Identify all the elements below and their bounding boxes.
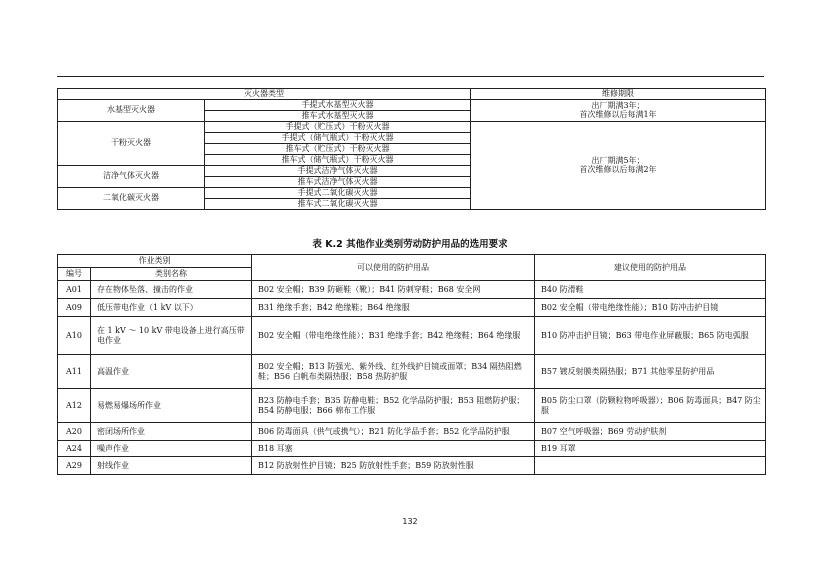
row-code: A12	[58, 389, 91, 423]
table-caption: 表 K.2 其他作业类别劳动防护用品的选用要求	[312, 239, 508, 250]
row-recommended: B40 防滑鞋	[535, 281, 766, 299]
row-usable: B02 安全帽（带电绝缘性能）；B31 绝缘手套；B42 绝缘鞋；B64 绝缘服	[252, 317, 535, 355]
header-extinguisher-type: 灭火器类型	[58, 89, 471, 100]
row-category-name: 高温作业	[91, 355, 252, 389]
header-usable-equipment: 可以使用的防护用品	[252, 255, 535, 281]
row-category-name: 噪声作业	[91, 441, 252, 457]
row-category-name: 易燃易爆场所作业	[91, 389, 252, 423]
row-code: A20	[58, 423, 91, 441]
row-code: A24	[58, 441, 91, 457]
row-usable: B31 绝缘手套；B42 绝缘鞋；B64 绝缘服	[252, 299, 535, 317]
extinguisher-item: 手提式二氧化碳灭火器	[205, 187, 471, 198]
header-maintenance-period: 维修期限	[471, 89, 766, 100]
row-category-name: 射线作业	[91, 457, 252, 475]
period-b-line1: 出厂期满5年；	[591, 155, 645, 165]
row-recommended: B10 防冲击护目镜；B63 带电作业屏蔽服；B65 防电弧服	[535, 317, 766, 355]
extinguisher-item: 手提式（储气瓶式）干粉灭火器	[205, 132, 471, 143]
row-code: A11	[58, 355, 91, 389]
header-work-category: 作业类别	[58, 255, 252, 268]
row-usable: B06 防毒面具（供气或携气）；B21 防化学品手套；B52 化学品防护服	[252, 423, 535, 441]
protective-equipment-table	[57, 254, 766, 475]
extinguisher-item: 推车式洁净气体灭火器	[205, 176, 471, 187]
header-code: 编号	[58, 268, 91, 281]
period-b-line2: 首次维修以后每满2年	[579, 165, 657, 174]
period-a-line2: 首次维修以后每满1年	[579, 110, 657, 119]
row-recommended: B05 防尘口罩（防颗粒物呼吸器）；B06 防毒面具；B47 防尘服	[535, 389, 766, 423]
period-cell-b	[471, 121, 766, 209]
row-code: A29	[58, 457, 91, 475]
header-category-name: 类别名称	[91, 268, 252, 281]
extinguisher-item: 手提式（贮压式）干粉灭火器	[205, 121, 471, 132]
row-usable: B23 防静电手套；B35 防静电鞋；B52 化学品防护服；B53 阻燃防护服；B54 防静电服；B66 棉布工作服	[252, 389, 535, 423]
row-recommended: B07 空气呼吸器；B69 劳动护肤剂	[535, 423, 766, 441]
row-code: A01	[58, 281, 91, 299]
row-recommended	[535, 457, 766, 475]
group-name: 水基型灭火器	[58, 99, 205, 121]
extinguisher-item: 手提式水基型灭火器	[205, 99, 471, 110]
page-number: 132	[402, 517, 418, 526]
group-name: 二氧化碳灭火器	[58, 187, 205, 209]
row-recommended: B57 镀反射膜类隔热服；B71 其他零星防护用品	[535, 355, 766, 389]
row-code: A10	[58, 317, 91, 355]
row-usable: B12 防放射性护目镜；B25 防放射性手套；B59 防放射性服	[252, 457, 535, 475]
group-name: 洁净气体灭火器	[58, 165, 205, 187]
extinguisher-item: 手提式洁净气体灭火器	[205, 165, 471, 176]
row-usable: B02 安全帽；B13 防强光、紫外线、红外线护目镜或面罩；B34 隔热阻燃鞋；B56 白帆布类隔热服；B58 热防护服	[252, 355, 535, 389]
row-usable: B02 安全帽；B39 防砸鞋（靴）；B41 防刺穿鞋；B68 安全网	[252, 281, 535, 299]
extinguisher-item: 推车式水基型灭火器	[205, 110, 471, 121]
extinguisher-maintenance-table	[57, 88, 766, 210]
group-name: 干粉灭火器	[58, 121, 205, 165]
row-category-name: 密闭场所作业	[91, 423, 252, 441]
extinguisher-item: 推车式（贮压式）干粉灭火器	[205, 143, 471, 154]
row-usable: B18 耳塞	[252, 441, 535, 457]
period-cell-a	[471, 99, 766, 121]
row-recommended: B02 安全帽（带电绝缘性能）；B10 防冲击护目镜	[535, 299, 766, 317]
top-rule	[57, 76, 764, 77]
period-a-line1: 出厂期满3年；	[591, 100, 645, 110]
row-category-name: 存在物体坠落、撞击的作业	[91, 281, 252, 299]
extinguisher-item: 推车式（储气瓶式）干粉灭火器	[205, 154, 471, 165]
row-recommended: B19 耳罩	[535, 441, 766, 457]
row-category-name: 低压带电作业（1 kV 以下）	[91, 299, 252, 317]
row-code: A09	[58, 299, 91, 317]
extinguisher-item: 推车式二氧化碳灭火器	[205, 198, 471, 209]
header-recommended-equipment: 建议使用的防护用品	[535, 255, 766, 281]
row-category-name: 在 1 kV ～ 10 kV 带电设备上进行高压带电作业	[91, 317, 252, 355]
